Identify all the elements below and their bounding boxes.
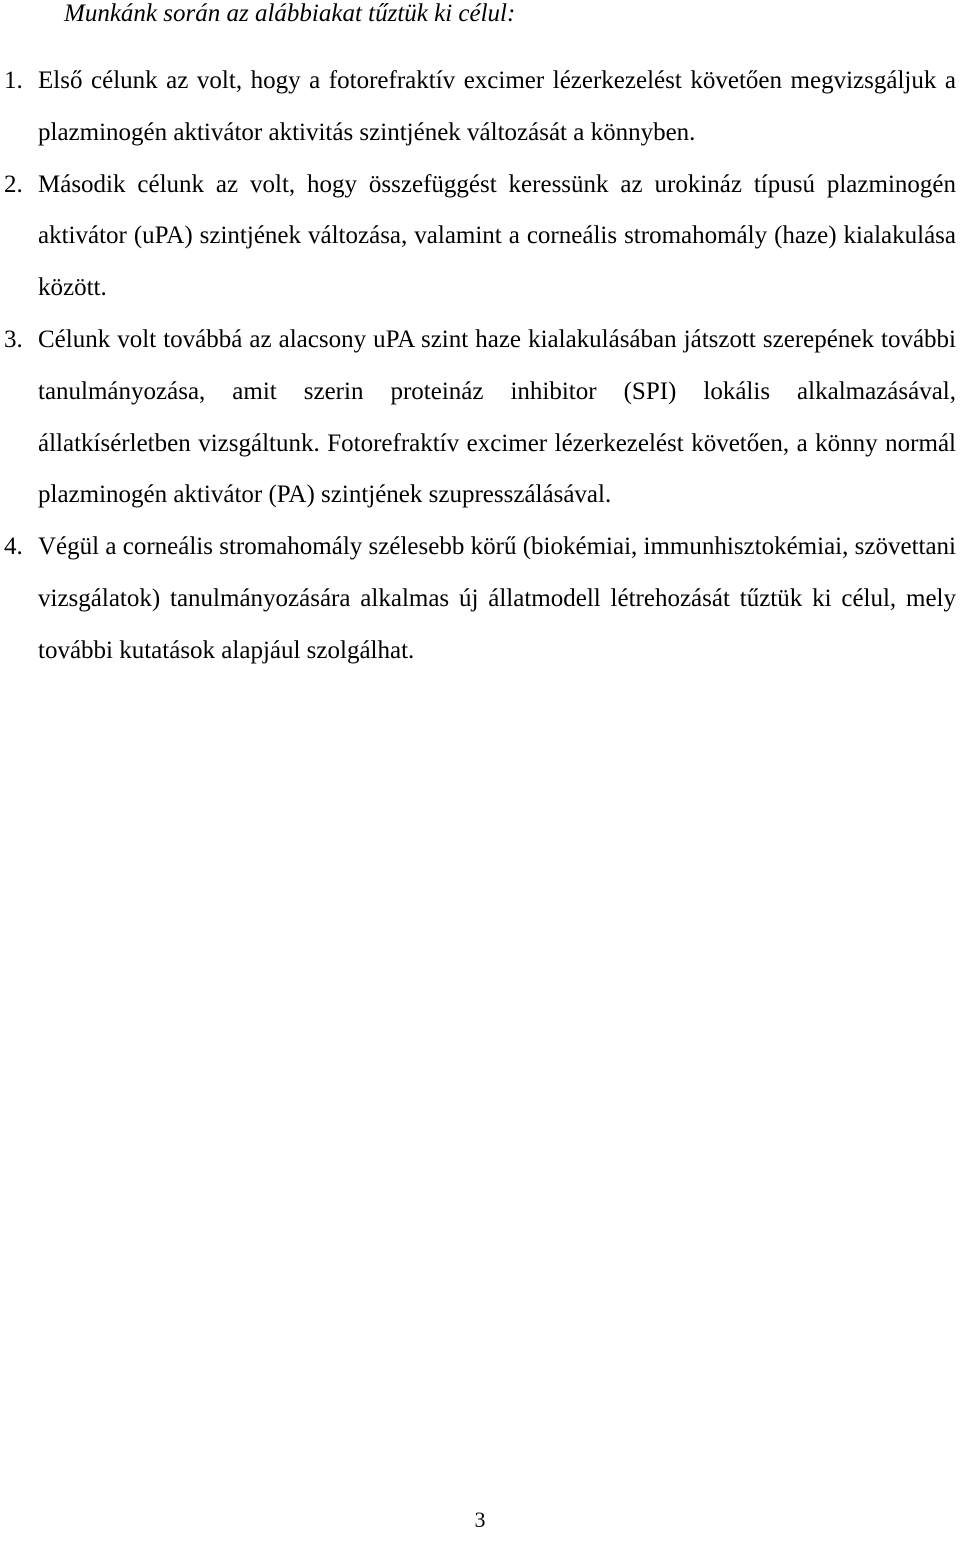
goal-text: Célunk volt továbbá az alacsony uPA szint haze kialakulásában játszott szerepének további tanulmányozása, amit szerin proteináz inhibitor (SPI) lokális alkalmazásával, állatkísérletben vizsgáltunk. Fotorefraktív excimer lézerkezelést követően, a könny normál plazminogén aktivátor (PA) szintjének szupresszálásával. [38, 325, 956, 509]
goal-number: 3. [4, 325, 23, 353]
goal-number: 1. [4, 67, 23, 94]
goal-item-3 [4, 314, 956, 521]
page-number: 3 [474, 1507, 486, 1532]
goal-number: 2. [4, 170, 23, 198]
goal-text: Első célunk az volt, hogy a fotorefraktív excimer lézerkezelést követően megvizsgáljuk a plazminogén aktivátor aktivitás szintjének változását a könnyben. [38, 67, 956, 146]
goal-text: Végül a corneális stromahomály szélesebb körű (biokémiai, immunhisztokémiai, szövettani vizsgálatok) tanulmányozására alkalmas új állatmodell létrehozását tűztük ki célul, mely további kutatások alapjául szolgálhat. [38, 533, 956, 664]
goal-number: 4. [4, 533, 23, 561]
section-heading: Munkánk során az alábbiakat tűztük ki célul: [64, 0, 516, 27]
goal-item-4 [4, 521, 956, 676]
goal-list [4, 55, 956, 677]
goal-item-1 [4, 55, 956, 159]
goal-item-2 [4, 159, 956, 314]
goal-text: Második célunk az volt, hogy összefüggést keressünk az urokináz típusú plazminogén aktivátor (uPA) szintjének változása, valamint a corneális stromahomály (haze) kialakulása között. [38, 170, 956, 302]
